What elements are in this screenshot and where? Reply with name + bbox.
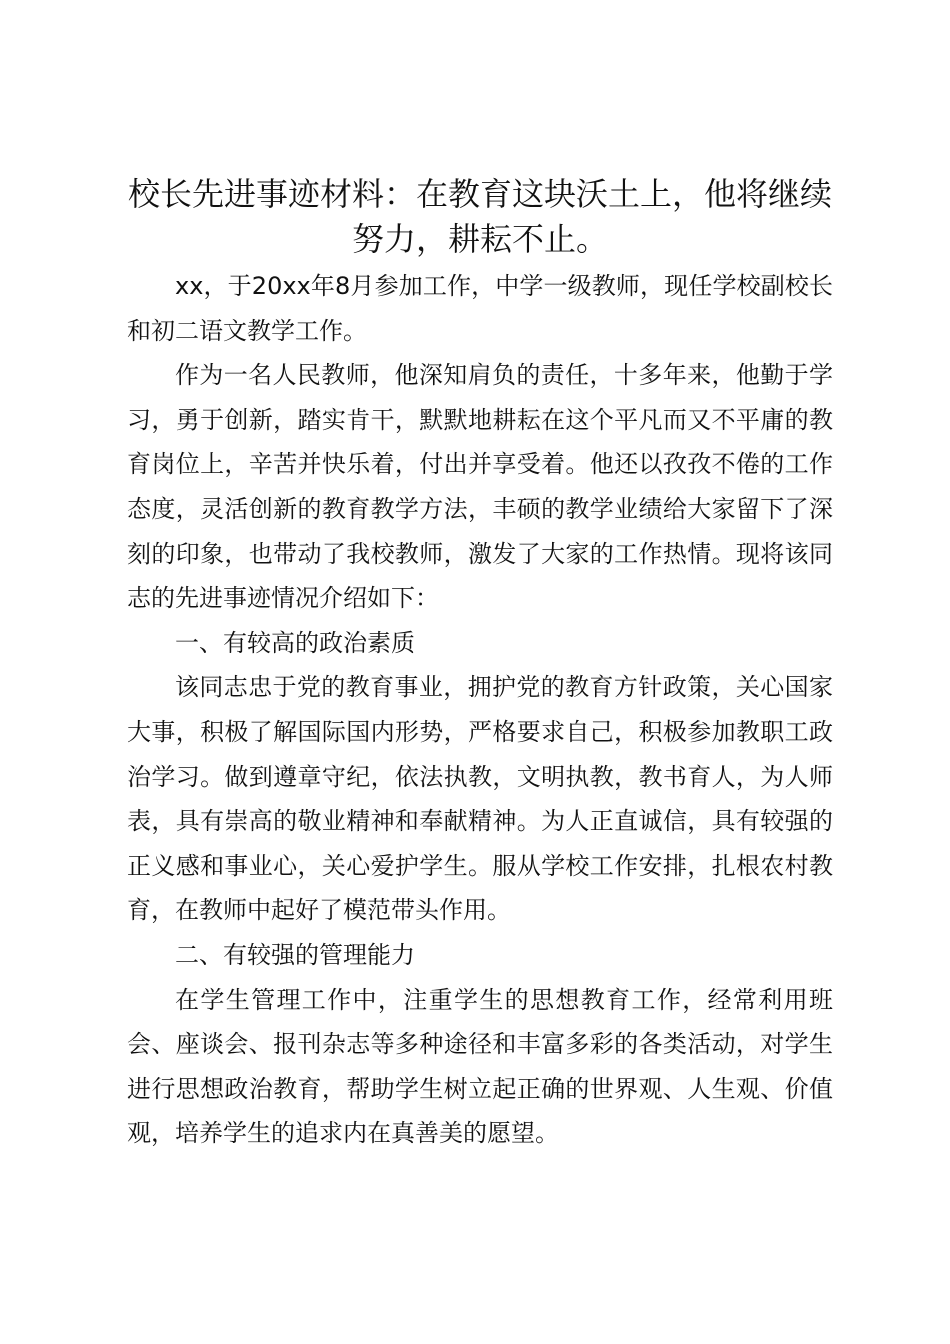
section-heading-political: 一、有较高的政治素质	[175, 628, 415, 657]
paragraph-overview: 作为一名人民教师，他深知肩负的责任，十多年来，他勤于学习，勇于创新，踏实肯干，默默地耕耘在这个平凡而又不平庸的教育岗位上，辛苦并快乐着，付出并享受着。他还以孜孜不倦的工作态度，灵活创新的教育教学方法，丰硕的教学业绩给大家留下了深刻的印象，也带动了我校教师，激发了大家的工作热情。现将该同志的先进事迹情况介绍如下：	[127, 361, 833, 613]
document-body	[127, 264, 833, 1156]
section-heading-management: 二、有较强的管理能力	[175, 940, 415, 969]
paragraph-management: 在学生管理工作中，注重学生的思想教育工作，经常利用班会、座谈会、报刊杂志等多种途径和丰富多彩的各类活动，对学生进行思想政治教育，帮助学生树立起正确的世界观、人生观、价值观，培养学生的追求内在真善美的愿望。	[127, 985, 833, 1148]
document-page	[127, 172, 833, 1156]
paragraph-political: 该同志忠于党的教育事业，拥护党的教育方针政策，关心国家大事，积极了解国际国内形势，严格要求自己，积极参加教职工政治学习。做到遵章守纪，依法执教，文明执教，教书育人，为人师表，具有崇高的敬业精神和奉献精神。为人正直诚信，具有较强的正义感和事业心，关心爱护学生。服从学校工作安排，扎根农村教育，在教师中起好了模范带头作用。	[127, 673, 833, 925]
paragraph-intro: xx，于20xx年8月参加工作，中学一级教师，现任学校副校长和初二语文教学工作。	[127, 272, 833, 345]
document-title: 校长先进事迹材料：在教育这块沃土上，他将继续努力，耕耘不止。	[127, 175, 832, 258]
